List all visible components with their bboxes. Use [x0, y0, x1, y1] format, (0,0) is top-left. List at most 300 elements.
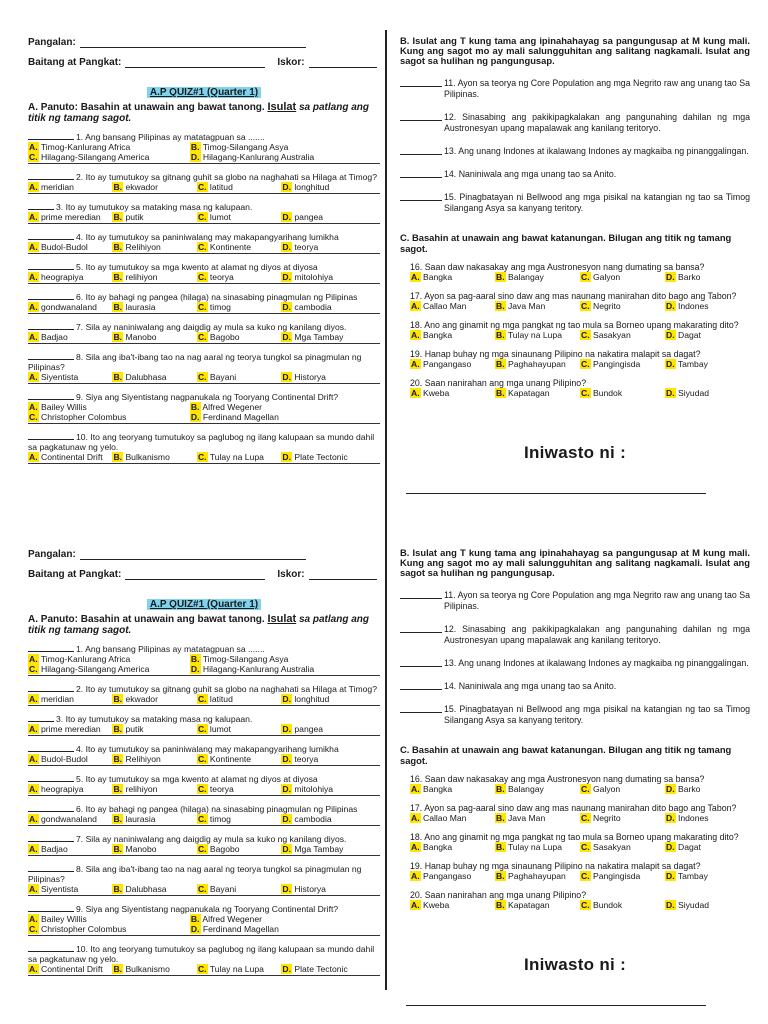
multiple-choice-item — [410, 320, 750, 341]
option-text: Plate Tectonic — [294, 964, 348, 974]
option-item[interactable] — [197, 242, 281, 252]
option-item[interactable] — [112, 182, 196, 192]
option-item[interactable] — [190, 412, 352, 422]
option-letter: B. — [113, 844, 123, 854]
option-item[interactable] — [28, 844, 112, 854]
option-item[interactable] — [28, 152, 190, 162]
option-letter: A. — [411, 871, 420, 881]
option-letter: A. — [29, 654, 38, 664]
option-item[interactable] — [281, 182, 365, 192]
option-item[interactable] — [580, 784, 665, 794]
option-item[interactable] — [410, 900, 495, 910]
option-text: Barko — [677, 272, 701, 282]
option-text: Paghahayupan — [507, 359, 566, 369]
quiz-title: A.P QUIZ#1 (Quarter 1) — [147, 87, 261, 98]
option-letter: D. — [282, 332, 291, 342]
option-item[interactable] — [28, 884, 112, 894]
option-item[interactable] — [112, 754, 196, 764]
option-text: Dalubhasa — [125, 884, 167, 894]
option-text: Balangay — [507, 784, 544, 794]
option-item[interactable] — [28, 754, 112, 764]
answer-blank[interactable] — [28, 432, 74, 440]
option-letter: A. — [29, 332, 38, 342]
answer-blank[interactable] — [28, 172, 74, 180]
option-letter: C. — [581, 359, 590, 369]
answer-blank[interactable] — [28, 322, 74, 330]
option-letter: D. — [282, 242, 291, 252]
option-item[interactable] — [28, 452, 112, 462]
answer-options — [28, 452, 380, 464]
answer-blank[interactable] — [28, 804, 74, 812]
option-item[interactable] — [410, 272, 495, 282]
option-item[interactable] — [190, 654, 352, 664]
answer-options — [28, 242, 380, 254]
option-text: Kontinente — [209, 754, 252, 764]
option-item[interactable] — [495, 272, 580, 282]
option-item[interactable] — [112, 242, 196, 252]
option-item[interactable] — [495, 842, 580, 852]
option-item[interactable] — [28, 924, 190, 934]
option-item[interactable] — [28, 654, 190, 664]
option-item[interactable] — [281, 332, 365, 342]
option-text: Bagobo — [209, 332, 240, 342]
checked-by-signature-line[interactable] — [406, 493, 706, 494]
question-item — [28, 432, 380, 464]
name-field[interactable] — [80, 550, 306, 560]
answer-blank[interactable] — [400, 624, 442, 633]
name-field[interactable] — [80, 38, 306, 48]
answer-blank[interactable] — [28, 944, 74, 952]
option-letter: A. — [29, 182, 38, 192]
option-text: teorya — [294, 242, 319, 252]
question-number: 7. — [76, 834, 84, 844]
option-item[interactable] — [410, 301, 495, 311]
answer-blank[interactable] — [400, 590, 442, 599]
option-text: Bangka — [422, 272, 453, 282]
option-item[interactable] — [28, 784, 112, 794]
option-letter: D. — [282, 844, 291, 854]
section-row — [28, 564, 380, 580]
item-text: Ang unang Indones at ikalawang Indones ay magkaiba ng pinanggalingan. — [458, 658, 749, 668]
option-item[interactable] — [281, 784, 365, 794]
option-item[interactable] — [28, 142, 190, 152]
answer-blank[interactable] — [400, 169, 442, 178]
answer-blank[interactable] — [28, 262, 74, 270]
option-letter: D. — [282, 302, 291, 312]
option-text: gondwanaland — [40, 302, 97, 312]
answer-blank[interactable] — [28, 744, 74, 752]
option-item[interactable] — [190, 924, 352, 934]
question-number: 5. — [76, 774, 84, 784]
option-item[interactable] — [28, 814, 112, 824]
score-field[interactable] — [309, 58, 377, 68]
option-item[interactable] — [495, 301, 580, 311]
option-item[interactable] — [28, 964, 112, 974]
question-text: Ang bansang Pilipinas ay matatagpuan sa ....... — [85, 132, 265, 142]
option-text: Dalubhasa — [125, 372, 167, 382]
option-letter: C. — [581, 272, 590, 282]
answer-options — [28, 142, 380, 164]
option-text: Continental Drift — [40, 452, 103, 462]
question-number: 10. — [76, 432, 88, 442]
instruction-main: A. Panuto: Basahin at unawain ang bawat tanong. — [28, 614, 265, 625]
item-stem — [410, 861, 750, 871]
option-text: gondwanaland — [40, 814, 97, 824]
instruction-emph: Isulat — [267, 613, 297, 625]
option-item[interactable] — [190, 142, 352, 152]
answer-blank[interactable] — [400, 146, 442, 155]
option-item[interactable] — [112, 784, 196, 794]
option-text: Mga Tambay — [294, 332, 344, 342]
option-item[interactable] — [580, 272, 665, 282]
option-letter: C. — [581, 301, 590, 311]
part-c-items — [400, 262, 750, 399]
option-item[interactable] — [665, 842, 750, 852]
question-stem — [28, 804, 380, 814]
answer-blank[interactable] — [400, 658, 442, 667]
option-item[interactable] — [112, 844, 196, 854]
answer-blank[interactable] — [28, 684, 74, 692]
option-letter: C. — [581, 871, 590, 881]
option-item[interactable] — [281, 844, 365, 854]
answer-blank[interactable] — [28, 864, 74, 872]
option-item[interactable] — [580, 388, 665, 398]
answer-options — [28, 964, 380, 976]
option-item[interactable] — [665, 388, 750, 398]
option-item[interactable] — [495, 871, 580, 881]
option-item[interactable] — [580, 330, 665, 340]
option-letter: A. — [29, 142, 38, 152]
question-text: Ito ay tumutukoy sa mga kwento at alamat ng diyos at diyosa — [85, 774, 318, 784]
option-item[interactable] — [580, 842, 665, 852]
option-item[interactable] — [112, 814, 196, 824]
option-item[interactable] — [28, 402, 190, 412]
option-item[interactable] — [112, 372, 196, 382]
option-text: Bailey Willis — [40, 914, 87, 924]
part-b-instruction: B. Isulat ang T kung tama ang ipinahahayag sa pangungusap at M kung mali. Kung ang sagot mo ay mali salungguhitan ang salitang nagkamali. Isulat ang sagot sa hulihan ng pangungusap. — [400, 547, 750, 578]
checked-by-signature-line[interactable] — [406, 1005, 706, 1006]
option-item[interactable] — [410, 871, 495, 881]
option-item[interactable] — [112, 272, 196, 282]
option-item[interactable] — [281, 272, 365, 282]
option-item[interactable] — [495, 900, 580, 910]
question-number: 2. — [76, 172, 84, 182]
option-letter: B. — [496, 388, 505, 398]
option-item[interactable] — [28, 724, 112, 734]
item-number: 12. — [444, 624, 457, 634]
option-text: Bundok — [592, 900, 623, 910]
option-item[interactable] — [112, 302, 196, 312]
option-item[interactable] — [197, 272, 281, 282]
option-letter: D. — [282, 372, 291, 382]
option-item[interactable] — [112, 884, 196, 894]
option-letter: D. — [282, 212, 291, 222]
item-text-wrap — [442, 590, 750, 612]
option-item[interactable] — [281, 724, 365, 734]
option-letter: C. — [197, 302, 207, 312]
option-item[interactable] — [580, 301, 665, 311]
option-item[interactable] — [28, 372, 112, 382]
option-item[interactable] — [665, 784, 750, 794]
option-item[interactable] — [28, 914, 190, 924]
question-number: 9. — [76, 392, 84, 402]
question-text: Sila ay naniniwalang ang daigdig ay mula sa kuko ng kanilang diyos. — [85, 322, 347, 332]
option-text: Paghahayupan — [507, 871, 566, 881]
true-false-item — [400, 112, 750, 134]
multiple-choice-item — [410, 861, 750, 882]
option-item[interactable] — [190, 152, 352, 162]
option-item[interactable] — [190, 914, 352, 924]
question-stem — [28, 172, 380, 182]
answer-blank[interactable] — [400, 704, 442, 713]
question-stem — [28, 322, 380, 332]
question-stem — [28, 132, 380, 142]
option-letter: C. — [197, 212, 207, 222]
question-item — [28, 744, 380, 766]
answer-blank[interactable] — [28, 292, 74, 300]
option-item[interactable] — [495, 388, 580, 398]
option-item[interactable] — [495, 813, 580, 823]
option-text: relihiyon — [125, 272, 158, 282]
true-false-item — [400, 704, 750, 726]
option-item[interactable] — [197, 784, 281, 794]
answer-blank[interactable] — [28, 392, 74, 400]
name-label: Pangalan: — [28, 549, 76, 560]
multiple-choice-item — [410, 262, 750, 283]
section-field[interactable] — [125, 570, 265, 580]
option-item[interactable] — [197, 372, 281, 382]
option-text: Callao Man — [422, 301, 467, 311]
option-item[interactable] — [197, 452, 281, 462]
answer-blank[interactable] — [28, 904, 74, 912]
option-item[interactable] — [410, 842, 495, 852]
option-item[interactable] — [112, 332, 196, 342]
option-text: Indones — [677, 813, 709, 823]
answer-blank[interactable] — [28, 232, 74, 240]
multiple-choice-item — [410, 890, 750, 911]
option-letter: A. — [29, 844, 38, 854]
option-item[interactable] — [197, 302, 281, 312]
answer-options — [28, 694, 380, 706]
answer-blank[interactable] — [400, 681, 442, 690]
option-item[interactable] — [665, 330, 750, 340]
question-item — [28, 292, 380, 314]
option-text: meridian — [40, 694, 74, 704]
option-item[interactable] — [197, 844, 281, 854]
option-item[interactable] — [281, 964, 365, 974]
question-number: 8. — [76, 352, 84, 362]
option-item[interactable] — [28, 272, 112, 282]
question-number: 3. — [56, 202, 64, 212]
option-letter: D. — [282, 182, 291, 192]
option-item[interactable] — [197, 332, 281, 342]
option-item[interactable] — [580, 871, 665, 881]
option-item[interactable] — [665, 272, 750, 282]
option-text: Bailey Willis — [40, 402, 87, 412]
item-stem — [410, 774, 750, 784]
option-item[interactable] — [28, 332, 112, 342]
option-item[interactable] — [112, 212, 196, 222]
item-number: 13. — [444, 658, 457, 668]
item-number: 18. — [410, 832, 423, 842]
option-item[interactable] — [197, 182, 281, 192]
multiple-choice-item — [410, 291, 750, 312]
question-text: Ang bansang Pilipinas ay matatagpuan sa ....... — [85, 644, 265, 654]
section-label: Baitang at Pangkat: — [28, 57, 122, 68]
option-item[interactable] — [410, 784, 495, 794]
option-item[interactable] — [281, 302, 365, 312]
option-letter: A. — [29, 272, 38, 282]
item-number: 15. — [444, 192, 457, 202]
option-item[interactable] — [281, 242, 365, 252]
option-item[interactable] — [495, 784, 580, 794]
option-item[interactable] — [281, 452, 365, 462]
option-item[interactable] — [665, 871, 750, 881]
item-number: 18. — [410, 320, 423, 330]
option-letter: A. — [29, 784, 38, 794]
option-text: prime meredian — [40, 212, 101, 222]
option-item[interactable] — [28, 664, 190, 674]
item-text-wrap — [442, 146, 750, 157]
question-item — [28, 262, 380, 284]
answer-blank[interactable] — [28, 834, 74, 842]
option-item[interactable] — [281, 884, 365, 894]
option-item[interactable] — [665, 813, 750, 823]
option-item[interactable] — [281, 814, 365, 824]
option-item[interactable] — [495, 330, 580, 340]
item-number: 16. — [410, 262, 423, 272]
option-item[interactable] — [28, 412, 190, 422]
option-item[interactable] — [281, 212, 365, 222]
answer-blank[interactable] — [400, 192, 442, 201]
option-item[interactable] — [580, 813, 665, 823]
option-item[interactable] — [410, 330, 495, 340]
question-stem — [28, 744, 380, 754]
option-item[interactable] — [580, 359, 665, 369]
option-item[interactable] — [281, 372, 365, 382]
option-item[interactable] — [112, 964, 196, 974]
answer-blank[interactable] — [28, 352, 74, 360]
answer-options — [410, 301, 750, 312]
option-item[interactable] — [580, 900, 665, 910]
option-item[interactable] — [28, 302, 112, 312]
option-text: timog — [209, 302, 231, 312]
option-item[interactable] — [28, 694, 112, 704]
question-number: 7. — [76, 322, 84, 332]
question-item — [28, 232, 380, 254]
question-stem — [28, 834, 380, 844]
question-item — [28, 352, 380, 384]
item-text: Saan nanirahan ang mga unang Pilipino? — [424, 378, 587, 388]
option-item[interactable] — [28, 182, 112, 192]
option-item[interactable] — [112, 452, 196, 462]
option-item[interactable] — [197, 884, 281, 894]
score-field[interactable] — [309, 570, 377, 580]
option-item[interactable] — [281, 754, 365, 764]
part-c-instruction: C. Basahin at unawain ang bawat katanungan. Bilugan ang titik ng tamang sagot. — [400, 232, 732, 254]
item-number: 13. — [444, 146, 457, 156]
option-item[interactable] — [665, 900, 750, 910]
option-item[interactable] — [495, 359, 580, 369]
option-text: Manobo — [125, 844, 157, 854]
multiple-choice-item — [410, 832, 750, 853]
question-text: Ito ang teoryang tumutukoy sa paglubog ng ilang kalupaan sa mundo dahil sa pagkatunaw ng yelo. — [28, 432, 375, 452]
option-item[interactable] — [190, 664, 352, 674]
part-c-instruction: C. Basahin at unawain ang bawat katanungan. Bilugan ang titik ng tamang sagot. — [400, 744, 732, 766]
option-item[interactable] — [28, 212, 112, 222]
option-item[interactable] — [410, 388, 495, 398]
option-text: Kweba — [422, 388, 450, 398]
option-item[interactable] — [281, 694, 365, 704]
option-letter: B. — [496, 871, 505, 881]
answer-blank[interactable] — [28, 774, 74, 782]
option-item[interactable] — [197, 814, 281, 824]
option-letter: A. — [29, 724, 38, 734]
option-item[interactable] — [665, 301, 750, 311]
option-item[interactable] — [410, 359, 495, 369]
option-item[interactable] — [410, 813, 495, 823]
option-letter: D. — [666, 900, 675, 910]
answer-options — [28, 754, 380, 766]
option-letter: C. — [581, 330, 590, 340]
option-item[interactable] — [197, 212, 281, 222]
item-number: 11. — [444, 78, 456, 88]
option-letter: D. — [282, 452, 291, 462]
option-item[interactable] — [190, 402, 352, 412]
item-text-wrap — [442, 704, 750, 726]
item-number: 14. — [444, 169, 457, 179]
item-stem — [410, 291, 750, 301]
option-item[interactable] — [197, 694, 281, 704]
option-text: Historya — [294, 884, 326, 894]
item-stem — [410, 320, 750, 330]
option-text: Galyon — [592, 784, 621, 794]
option-text: Pangingisda — [592, 359, 641, 369]
section-field[interactable] — [125, 58, 265, 68]
option-letter: D. — [190, 664, 200, 674]
answer-blank[interactable] — [28, 132, 74, 140]
option-text: Siyentista — [40, 884, 79, 894]
option-text: Bulkanismo — [125, 964, 170, 974]
question-stem — [28, 774, 380, 784]
answer-blank[interactable] — [400, 78, 442, 87]
question-text: Ito ay tumutukoy sa paniniwalang may makapangyarihang lumikha — [85, 232, 339, 242]
option-text: Alfred Wegener — [202, 914, 262, 924]
option-item[interactable] — [665, 359, 750, 369]
answer-blank[interactable] — [28, 202, 54, 210]
option-letter: C. — [197, 372, 207, 382]
option-item[interactable] — [197, 724, 281, 734]
option-text: ekwador — [125, 694, 158, 704]
option-item[interactable] — [112, 694, 196, 704]
option-text: Sasakyan — [592, 842, 631, 852]
option-item[interactable] — [197, 964, 281, 974]
part-b-items — [400, 590, 750, 726]
instruction-rest: sa patlang ang titik ng tamang sagot. — [28, 614, 369, 636]
item-text: Ano ang ginamit ng mga pangkat ng tao mula sa Borneo upang makarating dito? — [424, 320, 739, 330]
true-false-item — [400, 146, 750, 157]
option-text: Budol-Budol — [40, 242, 88, 252]
question-text: Ito ay tumutukoy sa mga kwento at alamat ng diyos at diyosa — [85, 262, 318, 272]
option-letter: B. — [113, 814, 123, 824]
answer-blank[interactable] — [400, 112, 442, 121]
item-text: Ayon sa pag-aaral sino daw ang mas naunang manirahan dito bago ang Tabon? — [424, 291, 737, 301]
answer-blank[interactable] — [28, 714, 54, 722]
answer-blank[interactable] — [28, 644, 74, 652]
option-item[interactable] — [197, 754, 281, 764]
option-item[interactable] — [112, 724, 196, 734]
option-item[interactable] — [28, 242, 112, 252]
